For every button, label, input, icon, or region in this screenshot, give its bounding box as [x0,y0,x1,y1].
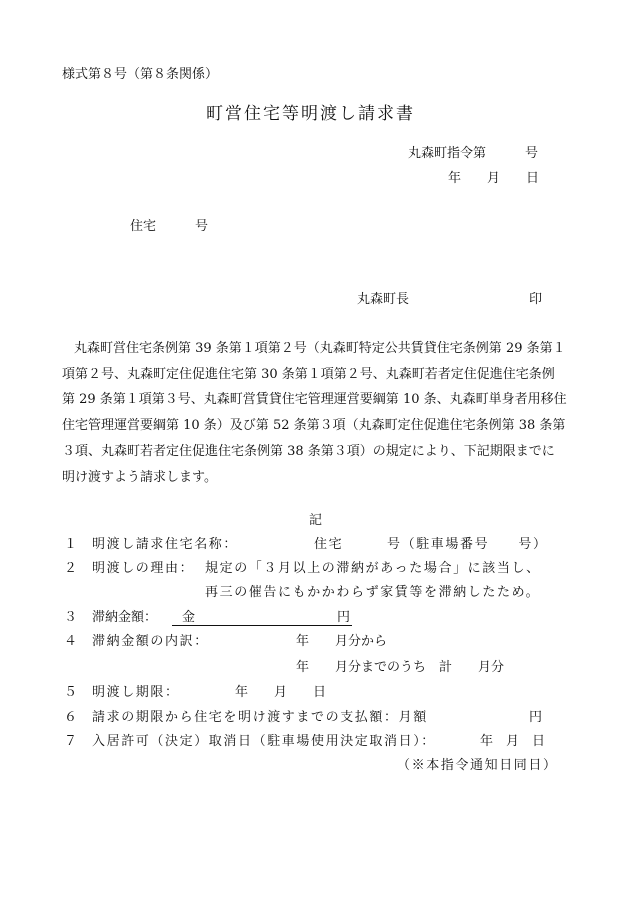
item-1-label: 明渡し請求住宅名称： [92,537,239,552]
item-2-number: ２ [64,561,78,576]
item-5-number: ５ [64,685,78,700]
body-line: 第 29 条第１項第３号、丸森町営賃貸住宅管理運営要綱第 10 条、丸森町単身者用移住 [62,392,567,408]
issue-date: 年 月 日 [448,171,540,186]
body-paragraph [62,336,572,490]
item-6-yen: 円 [529,710,543,725]
item-2-reason-line1: 規定の「３月以上の滞納があった場合」に該当し、 [205,561,541,576]
item-3-number: ３ [64,610,78,625]
body-line: ３項、丸森町若者定住促進住宅条例第 38 条第３項）の規定により、下記期限までに [62,443,555,459]
body-line: 丸森町営住宅条例第 39 条第１項第２号（丸森町特定公共賃貸住宅条例第 29 条第１ [74,341,566,356]
item-4-from: 年 月分から [296,634,388,649]
ki-heading: 記 [309,513,323,528]
item-1-number: １ [64,537,78,552]
item-3-label: 滞納金額： [92,610,158,625]
item-3-yen: 円 [337,610,351,625]
seal-mark: 印 [529,292,543,307]
item-4-to: 年 月分までのうち 計 月分 [296,660,505,675]
body-line: 住宅管理運営要綱第 10 条）及び第 52 条第３項（丸森町定住促進住宅条例第 38 条第 [62,418,566,434]
addressee-house: 住宅 号 [130,219,209,234]
directive-number: 丸森町指令第 号 [408,146,539,161]
item-2-reason-line2: 再三の催告にもかかわらず家賃等を滞納したため。 [205,585,541,600]
page-title: 町営住宅等明渡し請求書 [206,104,415,124]
item-1-value: 住宅 号（駐車場番号 号） [314,537,548,552]
item-7-number: ７ [64,734,78,749]
item-3-kin: 金 [182,610,196,625]
item-2-label: 明渡しの理由： [92,561,195,576]
sender-title: 丸森町長 [357,292,410,307]
item-4-number: ４ [64,634,78,649]
item-6-label: 請求の期限から住宅を明け渡すまでの支払額：月額 [92,710,428,725]
item-5-value: 年 月 日 [235,685,327,700]
item-4-label: 滞納金額の内訳： [92,634,209,649]
body-line: 明け渡すよう請求します。 [62,469,217,485]
item-7-note: （※本指令通知日同日） [397,758,558,773]
item-6-number: ６ [64,710,78,725]
body-line: 項第２号、丸森町定住促進住宅第 30 条第１項第２号、丸森町若者定住促進住宅条例 [62,366,555,382]
item-7-label: 入居許可（決定）取消日（駐車場使用決定取消日）： [92,734,436,749]
form-number: 様式第８号（第８条関係） [62,67,219,82]
arrears-amount-underline [172,625,352,626]
item-5-label: 明渡し期限： [92,685,180,700]
item-7-value: 年 月 日 [480,734,546,749]
